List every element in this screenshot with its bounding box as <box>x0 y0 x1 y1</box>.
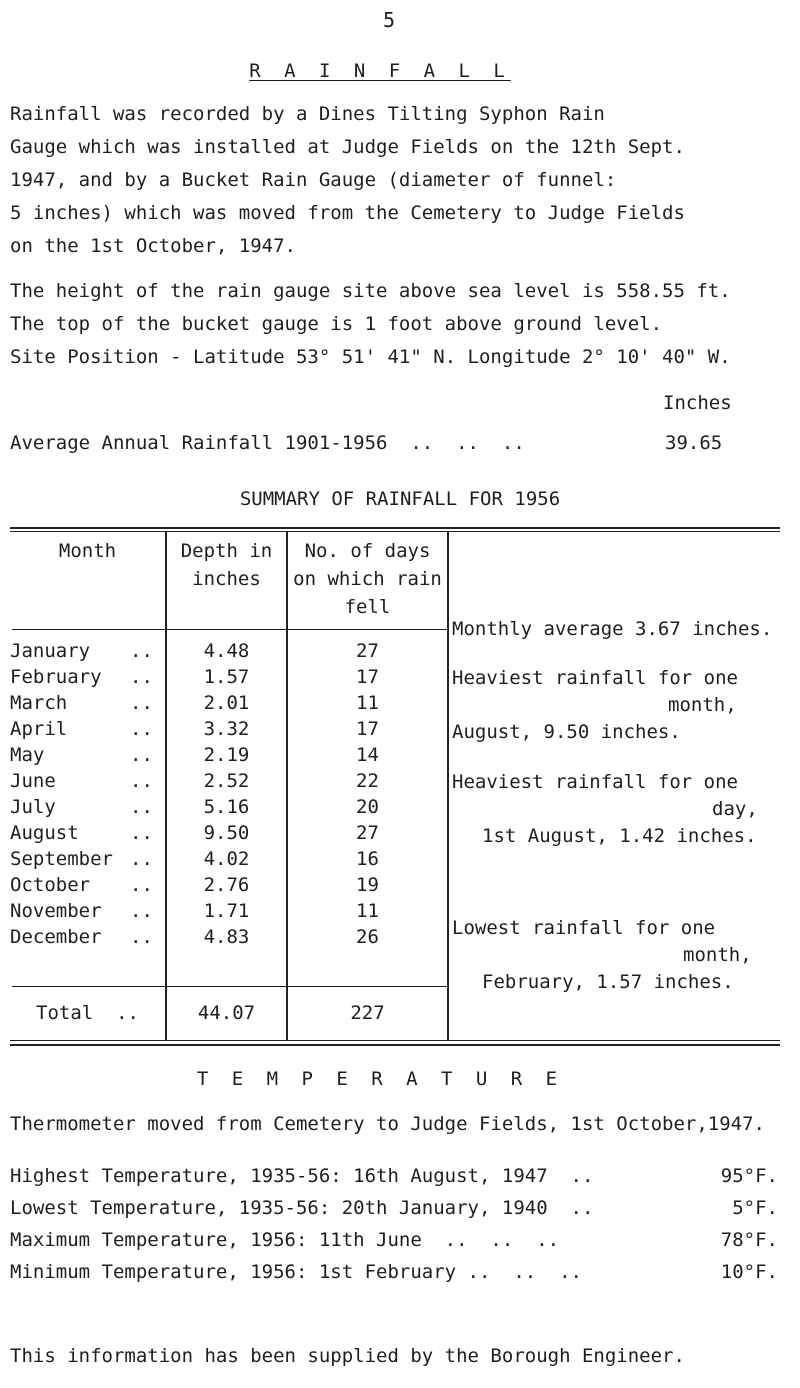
header-rule <box>12 629 447 630</box>
row-month: December <box>10 926 102 948</box>
summary-title: SUMMARY OF RAINFALL FOR 1956 <box>239 488 561 510</box>
row-dots: .. <box>130 926 153 948</box>
footer-note: This information has been supplied by the Borough Engineer. <box>10 1345 685 1367</box>
row-month: July <box>10 796 56 818</box>
lowest-month-note: February, 1.57 inches. <box>482 971 734 993</box>
row-dots: .. <box>130 874 153 896</box>
row-dots: .. <box>130 900 153 922</box>
row-days: 17 <box>356 666 379 688</box>
temperature-intro: Thermometer moved from Cemetery to Judge Fields, 1st October,1947. <box>10 1113 765 1135</box>
temperature-label: Minimum Temperature, 1956: 1st February .. .. .. <box>10 1261 582 1283</box>
units-label: Inches <box>663 392 732 414</box>
row-month: September <box>10 848 113 870</box>
header-month: Month <box>58 540 117 562</box>
row-month: March <box>10 692 68 714</box>
monthly-average-note: Monthly average 3.67 inches. <box>452 618 773 640</box>
row-month: February <box>10 666 102 688</box>
row-month: November <box>10 900 102 922</box>
heaviest-day-note: day, <box>712 798 758 820</box>
row-dots: .. <box>130 770 153 792</box>
row-days: 14 <box>356 744 379 766</box>
row-dots: .. <box>130 692 153 714</box>
site-line: The top of the bucket gauge is 1 foot above ground level. <box>10 313 663 335</box>
row-month: May <box>10 744 45 766</box>
heaviest-day-note: Heaviest rainfall for one <box>452 771 738 793</box>
row-depth: 2.01 <box>203 692 250 714</box>
row-depth: 4.83 <box>203 926 250 948</box>
intro-line: 5 inches) which was moved from the Cemetery to Judge Fields <box>10 202 685 224</box>
lowest-month-note: month, <box>683 944 752 966</box>
row-month: April <box>10 718 68 740</box>
temperature-label: Maximum Temperature, 1956: 11th June .. .. .. <box>10 1229 560 1251</box>
row-depth: 1.57 <box>203 666 250 688</box>
row-depth: 3.32 <box>203 718 250 740</box>
row-days: 11 <box>356 900 379 922</box>
total-depth: 44.07 <box>197 1002 256 1024</box>
intro-line: 1947, and by a Bucket Rain Gauge (diameter of funnel: <box>10 169 617 191</box>
row-depth: 9.50 <box>203 822 250 844</box>
row-dots: .. <box>130 848 153 870</box>
temperature-value: 78°F. <box>720 1229 778 1251</box>
header-days: No. of days <box>304 540 431 562</box>
row-days: 11 <box>356 692 379 714</box>
row-days: 27 <box>356 640 379 662</box>
temperature-value: 10°F. <box>720 1261 778 1283</box>
row-month: October <box>10 874 91 896</box>
row-month: August <box>10 822 79 844</box>
heaviest-month-note: Heaviest rainfall for one <box>452 667 738 689</box>
row-depth: 4.02 <box>203 848 250 870</box>
temperature-label: Lowest Temperature, 1935-56: 20th January, 1940 .. <box>10 1197 594 1219</box>
temperature-label: Highest Temperature, 1935-56: 16th August, 1947 .. <box>10 1165 594 1187</box>
row-days: 19 <box>356 874 379 896</box>
row-days: 20 <box>356 796 379 818</box>
row-days: 27 <box>356 822 379 844</box>
row-depth: 2.76 <box>203 874 250 896</box>
total-rule <box>12 986 447 987</box>
intro-line: Rainfall was recorded by a Dines Tilting Syphon Rain <box>10 103 605 125</box>
table-bottom-rule-2 <box>10 1044 780 1046</box>
rainfall-title: R A I N F A L L <box>249 60 511 82</box>
table-top-rule-2 <box>10 531 780 532</box>
row-days: 22 <box>356 770 379 792</box>
site-line: The height of the rain gauge site above sea level is 558.55 ft. <box>10 280 731 302</box>
average-label: Average Annual Rainfall 1901-1956 .. .. .. <box>10 432 525 454</box>
row-dots: .. <box>130 640 153 662</box>
average-value: 39.65 <box>665 432 723 454</box>
header-depth: Depth in <box>180 540 273 562</box>
site-line: Site Position - Latitude 53° 51' 41" N. Longitude 2° 10' 40" W. <box>10 346 731 368</box>
row-dots: .. <box>130 666 153 688</box>
row-depth: 5.16 <box>203 796 250 818</box>
intro-line: Gauge which was installed at Judge Fields on the 12th Sept. <box>10 136 685 158</box>
row-days: 26 <box>356 926 379 948</box>
row-month: June <box>10 770 56 792</box>
row-depth: 2.52 <box>203 770 250 792</box>
heaviest-month-note: month, <box>668 694 737 716</box>
row-days: 17 <box>356 718 379 740</box>
row-depth: 2.19 <box>203 744 250 766</box>
total-label: Total .. <box>36 1002 139 1024</box>
col-divider <box>447 531 449 1040</box>
total-days: 227 <box>350 1002 385 1024</box>
row-dots: .. <box>130 796 153 818</box>
row-depth: 4.48 <box>203 640 250 662</box>
lowest-month-note: Lowest rainfall for one <box>452 917 716 939</box>
row-dots: .. <box>130 744 153 766</box>
temperature-value: 95°F. <box>720 1165 778 1187</box>
row-days: 16 <box>356 848 379 870</box>
header-depth: inches <box>192 568 261 590</box>
row-month: January <box>10 640 91 662</box>
page-number: 5 <box>383 8 396 32</box>
header-days: on which rain <box>293 568 442 590</box>
header-days: fell <box>344 596 391 618</box>
row-dots: .. <box>130 718 153 740</box>
heaviest-day-note: 1st August, 1.42 inches. <box>482 825 757 847</box>
row-depth: 1.71 <box>203 900 250 922</box>
table-bottom-rule <box>10 1040 780 1041</box>
intro-line: on the 1st October, 1947. <box>10 235 296 257</box>
heaviest-month-note: August, 9.50 inches. <box>452 721 681 743</box>
temperature-title: T E M P E R A T U R E <box>196 1068 564 1090</box>
table-top-rule <box>10 527 780 529</box>
temperature-value: 5°F. <box>732 1197 778 1219</box>
row-dots: .. <box>130 822 153 844</box>
